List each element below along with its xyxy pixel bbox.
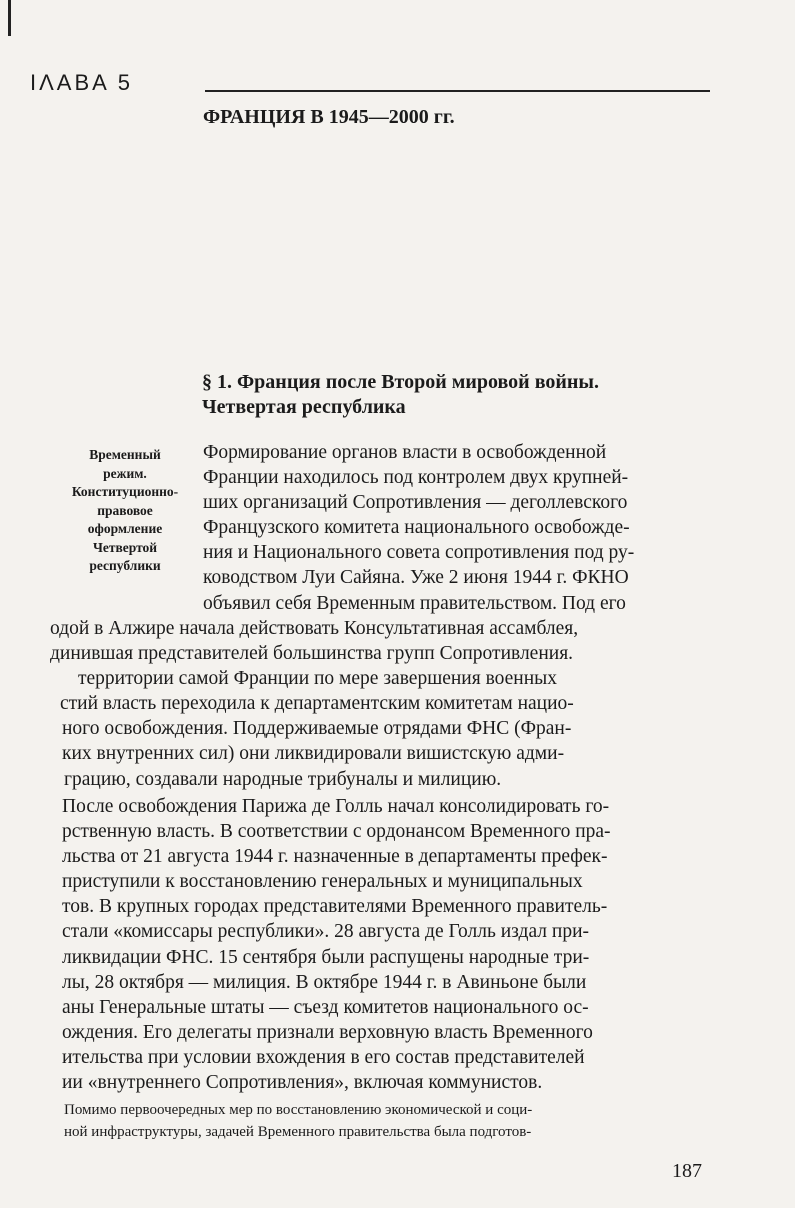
corner-mark bbox=[8, 0, 21, 36]
chapter-rule bbox=[205, 90, 710, 92]
margin-note bbox=[50, 446, 200, 576]
margin-note-line: Конституционно- bbox=[71, 484, 179, 499]
body-line: приступили к восстановлению генеральных и муниципальных bbox=[62, 871, 583, 892]
section-title-line: § 1. Франция после Второй мировой войны. bbox=[202, 371, 600, 393]
body-line: Формирование органов власти в освобожденной bbox=[203, 442, 607, 463]
chapter-title: ФРАНЦИЯ В 1945—2000 гг. bbox=[203, 106, 455, 128]
margin-note-line: Временный bbox=[89, 447, 161, 462]
body-line: тов. В крупных городах представителями Временного правитель- bbox=[62, 896, 608, 917]
body-line: объявил себя Временным правительством. Под его bbox=[203, 593, 626, 614]
body-line: ительства при условии вхождения в его состав представителей bbox=[62, 1047, 585, 1068]
margin-note-line: республики bbox=[89, 558, 161, 573]
body-line: ния и Национального совета сопротивления под ру- bbox=[203, 542, 635, 563]
body-line: стали «комиссары республики». 28 августа де Голль издал при- bbox=[62, 921, 590, 942]
body-line: грацию, создавали народные трибуналы и милицию. bbox=[64, 769, 502, 790]
body-line: ии «внутреннего Сопротивления», включая коммунистов. bbox=[62, 1072, 543, 1093]
margin-note-line: правовое bbox=[97, 502, 153, 518]
body-line: рственную власть. В соответствии с ордонансом Временного пра- bbox=[62, 821, 611, 842]
margin-note-line: Четвертой bbox=[92, 539, 158, 555]
body-line: динившая представителей большинства групп Сопротивления. bbox=[50, 643, 574, 664]
body-line: льства от 21 августа 1944 г. назначенные в департаменты префек- bbox=[62, 846, 608, 867]
margin-note-line: оформление bbox=[87, 521, 163, 536]
body-line: ководством Луи Сайяна. Уже 2 июня 1944 г. ФКНО bbox=[203, 567, 629, 588]
body-line-small: ной инфраструктуры, задачей Временного правительства была подготов- bbox=[64, 1124, 532, 1140]
body-line: ождения. Его делегаты признали верховную власть Временного bbox=[62, 1022, 593, 1043]
margin-note-line: режим. bbox=[103, 465, 147, 481]
body-line: ших организаций Сопротивления — деголлевского bbox=[203, 492, 628, 513]
body-line: После освобождения Парижа де Голль начал консолидировать го- bbox=[62, 796, 610, 817]
chapter-label: ΙΛΑΒΑ 5 bbox=[30, 70, 133, 95]
body-line: Французского комитета национального освобожде- bbox=[203, 517, 630, 538]
body-line: ликвидации ФНС. 15 сентября были распущены народные три- bbox=[62, 947, 590, 968]
body-line: одой в Алжире начала действовать Консультативная ассамблея, bbox=[50, 618, 579, 639]
body-line-small: Помимо первоочередных мер по восстановлению экономической и соци- bbox=[64, 1102, 533, 1118]
section-title-line: Четвертая республика bbox=[202, 396, 406, 418]
body-line: ких внутренних сил) они ликвидировали вишистскую адми- bbox=[62, 743, 565, 764]
body-line: лы, 28 октября — милиция. В октябре 1944 г. в Авиньоне были bbox=[62, 972, 587, 993]
body-line: территории самой Франции по мере завершения военных bbox=[78, 668, 558, 689]
body-line: ного освобождения. Поддерживаемые отрядами ФНС (Фран- bbox=[62, 718, 572, 739]
section-title bbox=[202, 370, 702, 420]
page-number: 187 bbox=[672, 1160, 702, 1182]
body-line: аны Генеральные штаты — съезд комитетов национального ос- bbox=[62, 997, 589, 1018]
body-line: Франции находилось под контролем двух крупней- bbox=[203, 467, 629, 488]
body-line: стий власть переходила к департаментским комитетам нацио- bbox=[60, 693, 574, 714]
